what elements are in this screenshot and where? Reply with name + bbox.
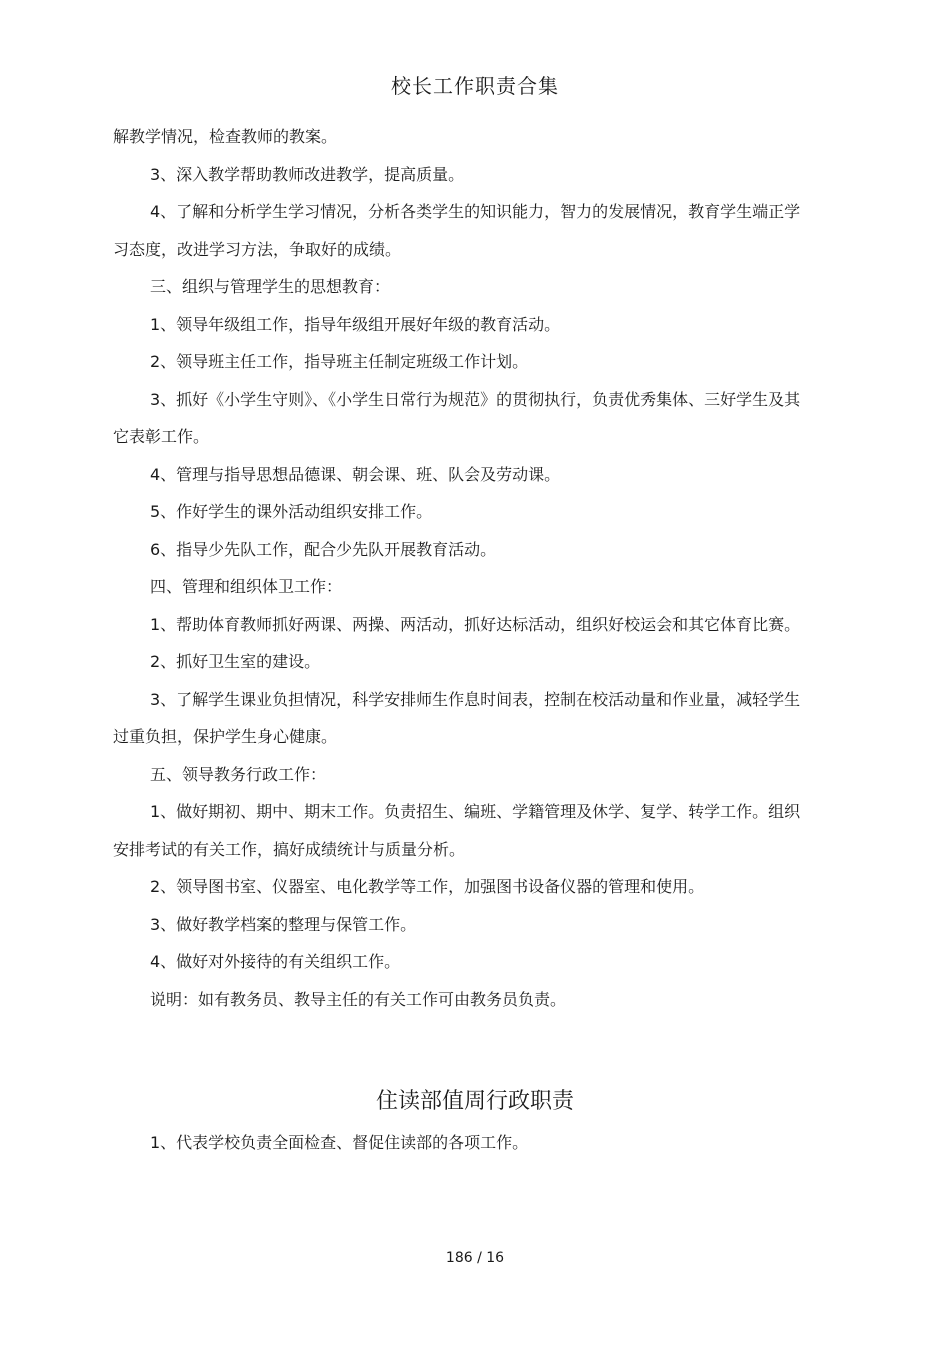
note-paragraph: 说明：如有教务员、教导主任的有关工作可由教务员负责。 xyxy=(150,989,567,1009)
paragraph: 3、深入教学帮助教师改进教学，提高质量。 xyxy=(150,164,465,184)
paragraph: 2、领导图书室、仪器室、电化教学等工作，加强图书设备仪器的管理和使用。 xyxy=(150,877,705,896)
paragraph: 1、做好期初、期中、期末工作。负责招生、编班、学籍管理及休学、复学、转学工作。组织安排考试的有关工作，搞好成绩统计与质量分析。 xyxy=(113,802,801,859)
section-heading: 三、组织与管理学生的思想教育： xyxy=(150,277,391,296)
paragraph: 4、了解和分析学生学习情况，分析各类学生的知识能力，智力的发展情况，教育学生端正学习态度，改进学习方法，争取好的成绩。 xyxy=(113,202,801,259)
paragraph: 3、做好教学档案的整理与保管工作。 xyxy=(150,914,417,934)
section-heading: 四、管理和组织体卫工作： xyxy=(150,577,343,596)
paragraph: 4、做好对外接待的有关组织工作。 xyxy=(150,952,401,971)
paragraph: 1、代表学校负责全面检查、督促住读部的各项工作。 xyxy=(150,1133,529,1152)
paragraph: 3、抓好《小学生守则》、《小学生日常行为规范》的贯彻执行，负责优秀集体、三好学生及其它表彰工作。 xyxy=(113,389,801,446)
section-title: 住读部值周行政职责 xyxy=(375,1089,574,1114)
paragraph: 2、抓好卫生室的建设。 xyxy=(150,652,321,671)
paragraph: 3、了解学生课业负担情况，科学安排师生作息时间表，控制在校活动量和作业量，减轻学生过重负担，保护学生身心健康。 xyxy=(113,689,801,746)
paragraph: 5、作好学生的课外活动组织安排工作。 xyxy=(150,502,433,521)
section-spacer xyxy=(113,1018,813,1080)
paragraph: 1、帮助体育教师抓好两课、两操、两活动，抓好达标活动，组织好校运会和其它体育比赛。 xyxy=(150,614,801,634)
page-number: 186 / 16 xyxy=(445,1250,505,1266)
paragraph: 解教学情况，检查教师的教案。 xyxy=(113,127,338,146)
page-title: 校长工作职责合集 xyxy=(391,74,559,98)
paragraph: 6、指导少先队工作，配合少先队开展教育活动。 xyxy=(150,539,497,559)
paragraph: 2、领导班主任工作，指导班主任制定班级工作计划。 xyxy=(150,352,529,371)
document-body xyxy=(113,118,813,1162)
section-heading: 五、领导教务行政工作： xyxy=(150,764,327,784)
paragraph: 4、管理与指导思想品德课、朝会课、班、队会及劳动课。 xyxy=(150,464,561,484)
paragraph: 1、领导年级组工作，指导年级组开展好年级的教育活动。 xyxy=(150,314,561,334)
